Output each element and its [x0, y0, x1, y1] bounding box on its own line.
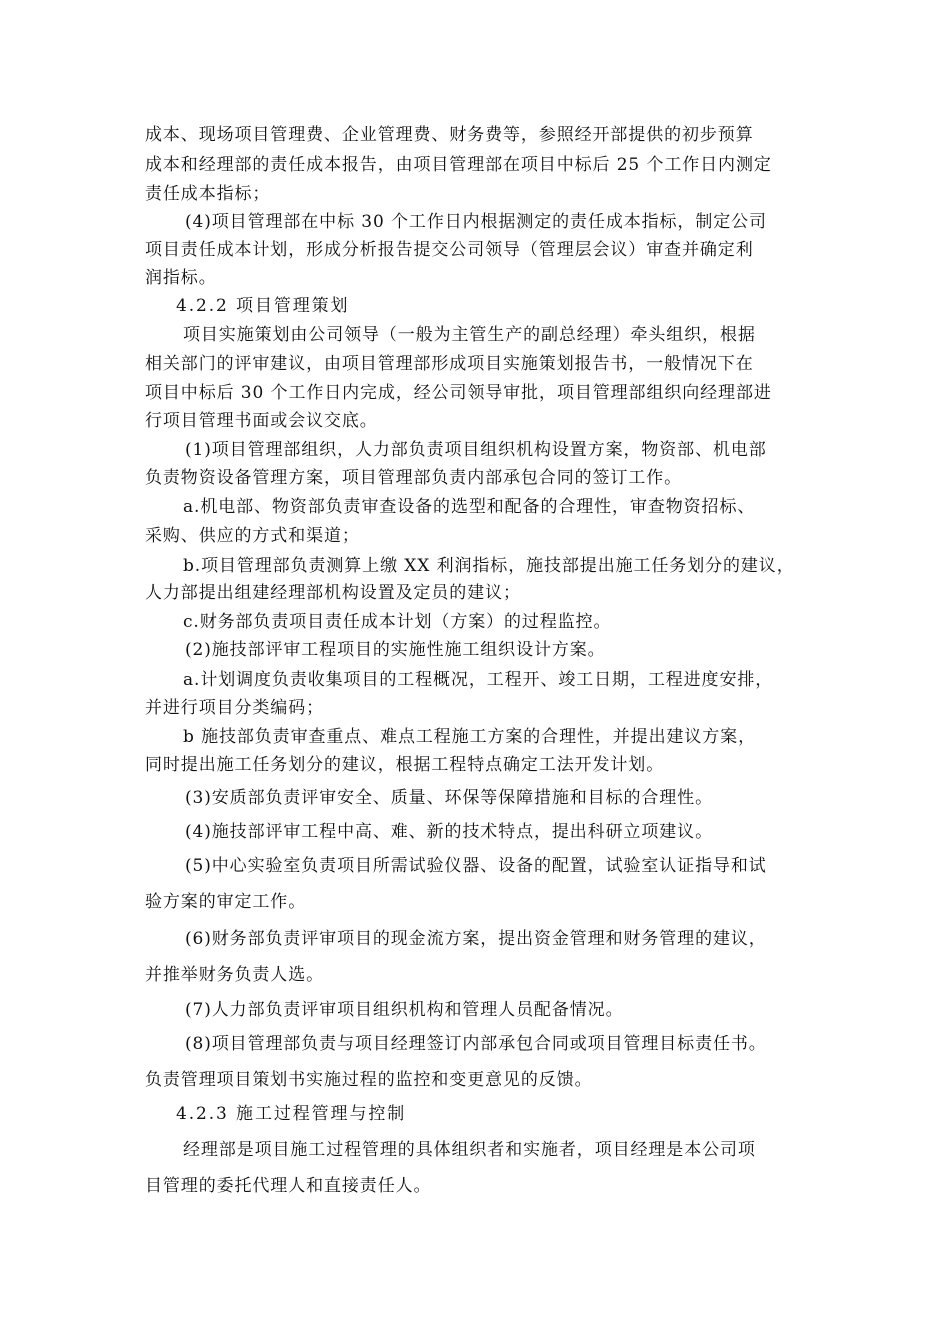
- text-line: 并进行项目分类编码；: [145, 698, 324, 718]
- text-line: (1)项目管理部组织，人力部负责项目组织机构设置方案，物资部、机电部: [185, 440, 767, 460]
- text-line: b.项目管理部负责测算上缴 XX 利润指标，施技部提出施工任务划分的建议，: [183, 556, 795, 576]
- section-heading: 4.2.3 施工过程管理与控制: [176, 1104, 407, 1124]
- text-line: 相关部门的评审建议，由项目管理部形成项目实施策划报告书，一般情况下在: [145, 354, 754, 374]
- text-line: 项目实施策划由公司领导（一般为主管生产的副总经理）牵头组织，根据: [183, 325, 756, 345]
- text-line: 并推举财务负责人选。: [145, 965, 324, 985]
- text-line: 成本、现场项目管理费、企业管理费、财务费等，参照经开部提供的初步预算: [145, 125, 754, 145]
- text-line: 目管理的委托代理人和直接责任人。: [145, 1176, 432, 1196]
- text-line: 验方案的审定工作。: [145, 892, 307, 912]
- text-line: 项目责任成本计划，形成分析报告提交公司领导（管理层会议）审查并确定利: [145, 240, 754, 260]
- text-line: 人力部提出组建经理部机构设置及定员的建议；: [145, 583, 521, 603]
- text-line: (5)中心实验室负责项目所需试验仪器、设备的配置，试验室认证指导和试: [185, 856, 767, 876]
- text-line: a.机电部、物资部负责审查设备的选型和配备的合理性，审查物资招标、: [183, 497, 756, 517]
- text-line: 成本和经理部的责任成本报告，由项目管理部在项目中标后 25 个工作日内测定: [145, 155, 772, 175]
- text-line: (7)人力部负责评审项目组织机构和管理人员配备情况。: [185, 1000, 624, 1020]
- text-line: 责任成本指标；: [145, 184, 271, 204]
- text-line: b 施技部负责审查重点、难点工程施工方案的合理性，并提出建议方案，: [183, 727, 756, 747]
- text-line: c.财务部负责项目责任成本计划（方案）的过程监控。: [183, 612, 612, 632]
- text-line: 经理部是项目施工过程管理的具体组织者和实施者，项目经理是本公司项: [183, 1140, 756, 1160]
- text-line: 采购、供应的方式和渠道；: [145, 526, 360, 546]
- text-line: 负责管理项目策划书实施过程的监控和变更意见的反馈。: [145, 1070, 593, 1090]
- text-line: (4)施技部评审工程中高、难、新的技术特点，提出科研立项建议。: [185, 822, 713, 842]
- text-line: (4)项目管理部在中标 30 个工作日内根据测定的责任成本指标，制定公司: [185, 212, 767, 232]
- section-heading: 4.2.2 项目管理策划: [176, 296, 350, 316]
- text-line: (6)财务部负责评审项目的现金流方案，提出资金管理和财务管理的建议，: [185, 929, 767, 949]
- text-line: (3)安质部负责评审安全、质量、环保等保障措施和目标的合理性。: [185, 788, 713, 808]
- text-line: a.计划调度负责收集项目的工程概况，工程开、竣工日期，工程进度安排，: [183, 670, 774, 690]
- text-line: (8)项目管理部负责与项目经理签订内部承包合同或项目管理目标责任书。: [185, 1034, 767, 1054]
- text-line: 同时提出施工任务划分的建议，根据工程特点确定工法开发计划。: [145, 755, 665, 775]
- text-line: 负责物资设备管理方案，项目管理部负责内部承包合同的签订工作。: [145, 468, 682, 488]
- text-line: 润指标。: [145, 268, 217, 288]
- text-line: (2)施技部评审工程项目的实施性施工组织设计方案。: [185, 640, 606, 660]
- text-line: 行项目管理书面或会议交底。: [145, 411, 378, 431]
- text-line: 项目中标后 30 个工作日内完成，经公司领导审批，项目管理部组织向经理部进: [145, 383, 772, 403]
